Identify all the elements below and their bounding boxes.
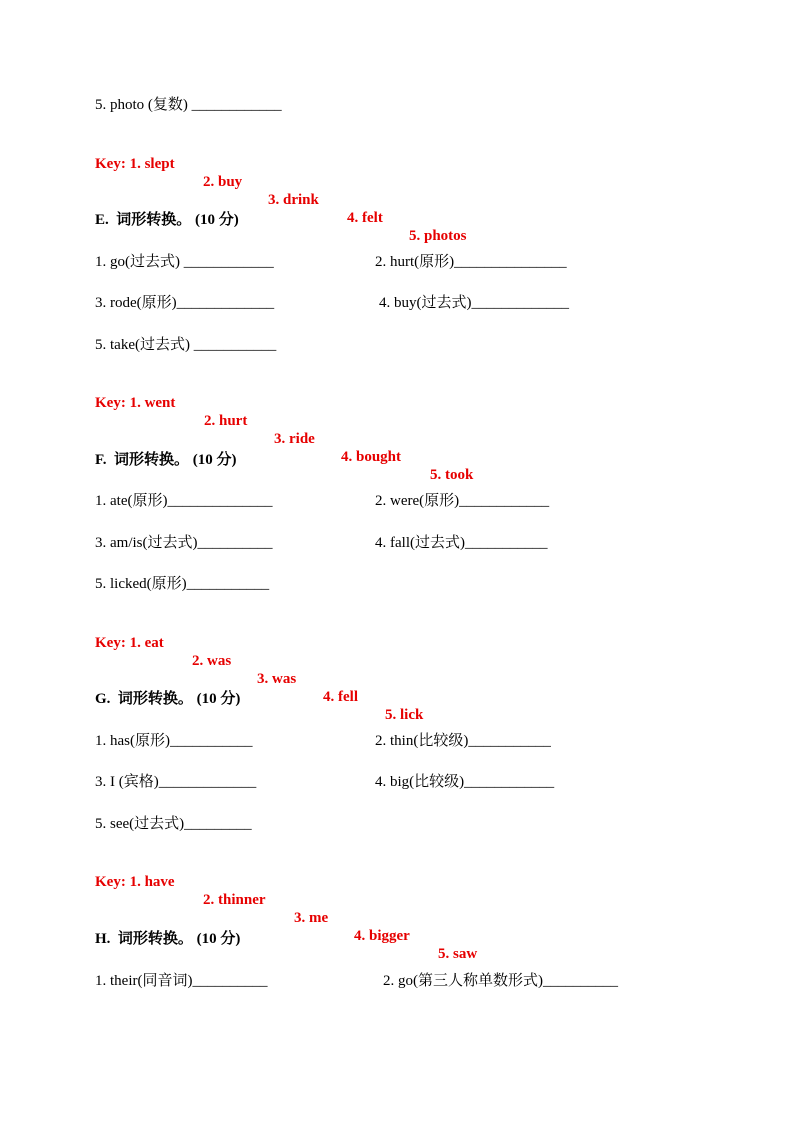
key-answer: 5. lick xyxy=(385,707,424,723)
g-item-5: 5. see(过去式)_________ xyxy=(95,816,252,832)
key-answer: 5. saw xyxy=(438,946,478,962)
section-f-heading: F. 词形转换。 (10 分) xyxy=(95,452,237,468)
key-answer: 3. ride xyxy=(274,431,315,447)
key-answer: 2. was xyxy=(192,653,232,669)
d-item-5: 5. photo (复数) ____________ xyxy=(95,97,282,113)
key-answer: 2. buy xyxy=(203,174,243,190)
key-answer: Key: 1. eat xyxy=(95,635,164,651)
section-h-heading: H. 词形转换。 (10 分) xyxy=(95,931,241,947)
key-answer: Key: 1. slept xyxy=(95,156,175,172)
f-item-4: 4. fall(过去式)___________ xyxy=(375,535,548,551)
key-answer: 4. fell xyxy=(323,689,358,705)
g-item-2: 2. thin(比较级)___________ xyxy=(375,733,551,749)
e-item-1: 1. go(过去式) ____________ xyxy=(95,254,274,270)
key-answer: 4. bought xyxy=(341,449,402,465)
e-item-4: 4. buy(过去式)_____________ xyxy=(379,295,569,311)
e-item-5: 5. take(过去式) ___________ xyxy=(95,337,277,353)
g-item-3: 3. I (宾格)_____________ xyxy=(95,774,257,790)
key-answer: 4. felt xyxy=(347,210,383,226)
h-item-1: 1. their(同音词)__________ xyxy=(95,973,268,989)
f-item-3: 3. am/is(过去式)__________ xyxy=(95,535,273,551)
key-answer: 3. me xyxy=(294,910,329,926)
key-answer: 5. took xyxy=(430,467,474,483)
e-item-3: 3. rode(原形)_____________ xyxy=(95,295,275,311)
section-e-heading: E. 词形转换。 (10 分) xyxy=(95,212,239,228)
f-item-5: 5. licked(原形)___________ xyxy=(95,576,270,592)
key-answer: 5. photos xyxy=(409,228,467,244)
e-item-2: 2. hurt(原形)_______________ xyxy=(375,254,567,270)
section-g-heading: G. 词形转换。 (10 分) xyxy=(95,691,241,707)
key-answer: 3. drink xyxy=(268,192,319,208)
key-answer: 3. was xyxy=(257,671,297,687)
g-item-4: 4. big(比较级)____________ xyxy=(375,774,555,790)
key-answer: Key: 1. have xyxy=(95,874,175,890)
key-answer: 4. bigger xyxy=(354,928,410,944)
h-item-2: 2. go(第三人称单数形式)__________ xyxy=(383,973,618,989)
key-answer: 2. hurt xyxy=(204,413,248,429)
key-answer: 2. thinner xyxy=(203,892,266,908)
f-item-2: 2. were(原形)____________ xyxy=(375,493,550,509)
key-answer: Key: 1. went xyxy=(95,395,176,411)
g-item-1: 1. has(原形)___________ xyxy=(95,733,253,749)
f-item-1: 1. ate(原形)______________ xyxy=(95,493,273,509)
